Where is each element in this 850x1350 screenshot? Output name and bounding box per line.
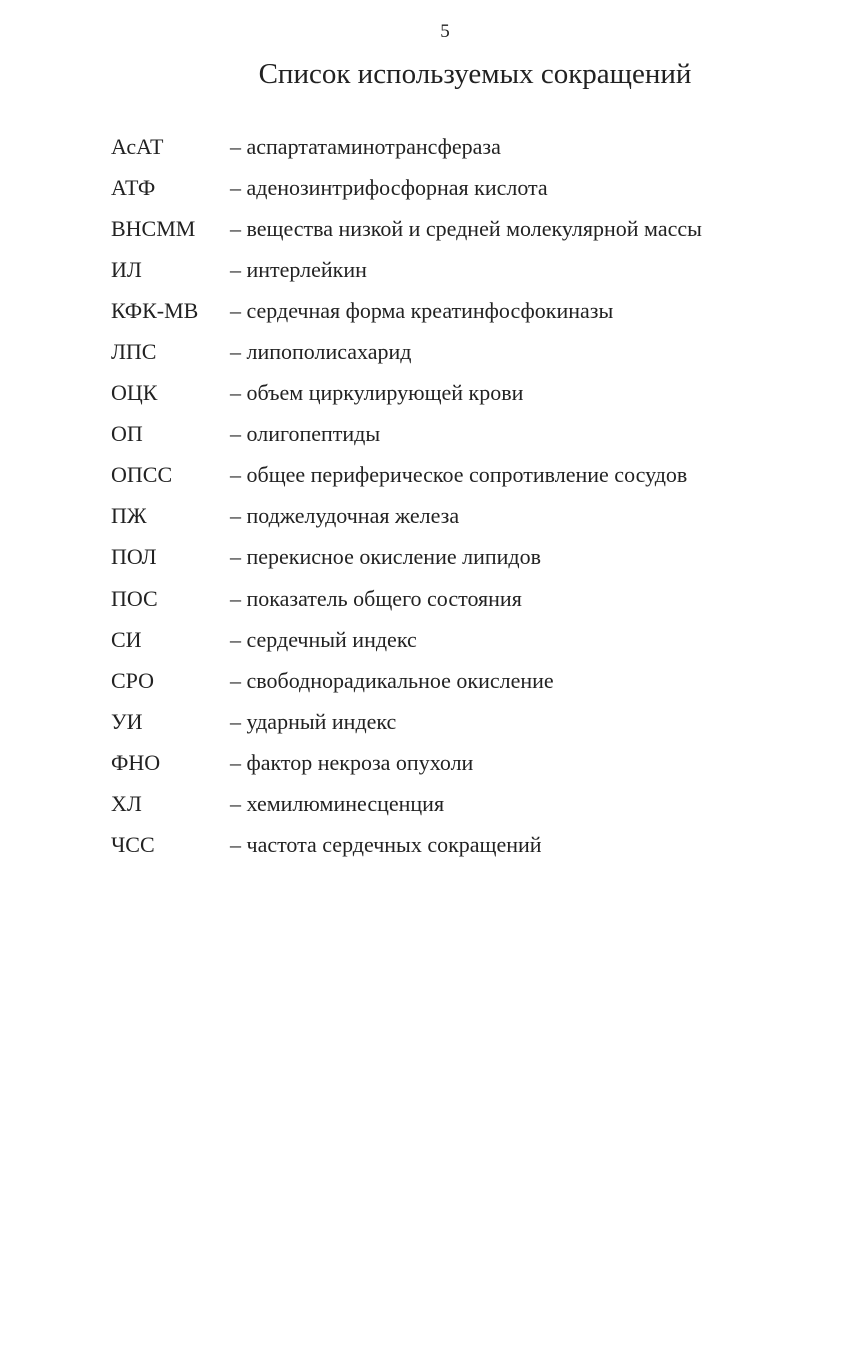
abbreviation-term: СИ [111,626,142,652]
abbreviation-description: – сердечный индекс [230,626,417,652]
abbreviation-description: – показатель общего состояния [230,585,522,611]
abbreviation-term: ЧСС [111,832,155,858]
abbreviation-row [111,825,811,866]
abbreviation-description: – фактор некроза опухоли [230,749,474,775]
abbreviation-description: – вещества низкой и средней молекулярной массы [230,215,702,241]
abbreviation-term: КФК-МВ [111,297,199,323]
abbreviation-term: АТФ [111,174,156,200]
abbreviation-row [111,414,811,455]
abbreviation-term: ПОЛ [111,544,157,570]
abbreviation-row [111,742,811,783]
abbreviation-description: – поджелудочная железа [230,503,460,529]
abbreviation-term: СРО [111,667,155,693]
abbreviation-description: – липополисахарид [230,339,412,365]
page-number: 5 [440,21,450,42]
abbreviation-row [111,701,811,742]
abbreviation-row [111,660,811,701]
abbreviation-description: – олигопептиды [230,421,381,447]
abbreviation-term: АсАТ [111,133,164,159]
abbreviation-term: ИЛ [111,256,142,282]
abbreviation-description: – свободнорадикальное окисление [230,667,554,693]
abbreviation-description: – частота сердечных сокращений [230,832,542,858]
abbreviation-term: ОЦК [111,380,158,406]
abbreviation-description: – хемилюминесценция [230,791,445,817]
abbreviation-description: – перекисное окисление липидов [230,544,541,570]
abbreviation-row [111,537,811,578]
abbreviation-term: ОП [111,421,143,447]
abbreviation-term: ПЖ [111,503,147,529]
abbreviation-list [111,126,811,866]
abbreviation-row [111,331,811,372]
page-title: Список используемых сокращений [258,58,692,90]
abbreviation-row [111,578,811,619]
abbreviation-row [111,208,811,249]
abbreviation-term: ОПСС [111,462,173,488]
abbreviation-term: ПОС [111,585,158,611]
abbreviation-row [111,373,811,414]
abbreviation-row [111,496,811,537]
abbreviation-description: – интерлейкин [230,256,367,282]
abbreviation-term: ВНСММ [111,215,196,241]
abbreviation-description: – аспартатаминотрансфераза [230,133,501,159]
abbreviation-term: ЛПС [111,339,157,365]
abbreviation-row [111,167,811,208]
abbreviation-row [111,126,811,167]
abbreviation-term: ФНО [111,749,161,775]
abbreviation-description: – ударный индекс [230,708,397,734]
abbreviation-term: УИ [111,708,143,734]
abbreviation-description: – сердечная форма креатинфосфокиназы [230,297,614,323]
abbreviation-term: ХЛ [111,791,142,817]
abbreviation-row [111,784,811,825]
abbreviation-row [111,619,811,660]
abbreviation-row [111,249,811,290]
abbreviation-description: – объем циркулирующей крови [230,380,524,406]
abbreviation-description: – аденозинтрифосфорная кислота [230,174,548,200]
abbreviation-description: – общее периферическое сопротивление сосудов [230,462,688,488]
abbreviation-row [111,290,811,331]
abbreviation-row [111,455,811,496]
